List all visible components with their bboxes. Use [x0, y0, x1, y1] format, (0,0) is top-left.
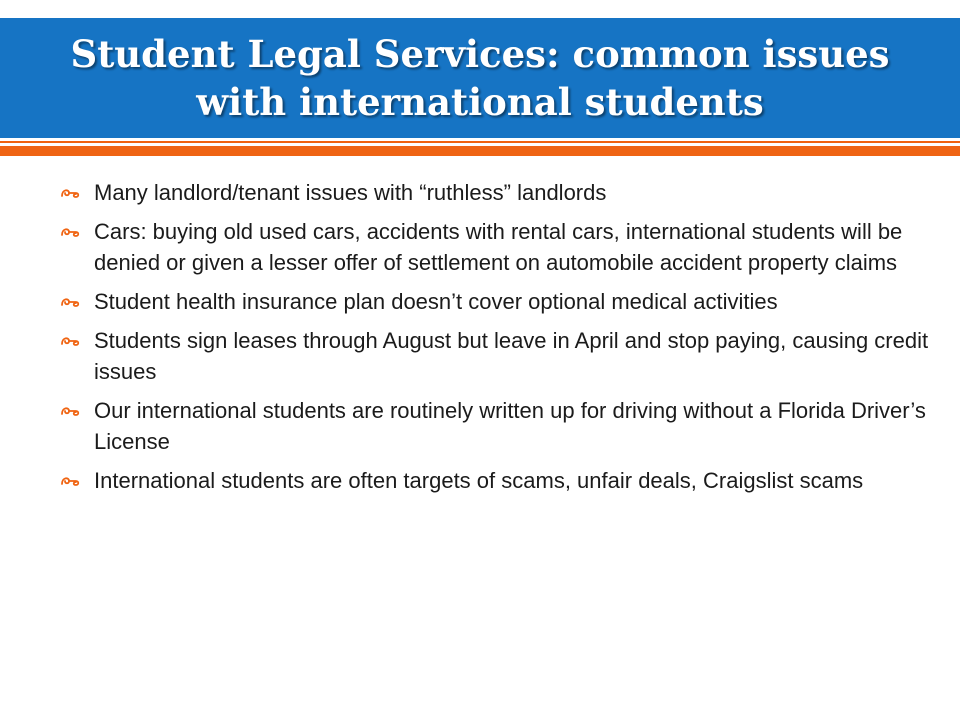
accent-rule-thin — [0, 141, 960, 143]
scroll-bullet-icon — [60, 286, 94, 317]
scroll-bullet-icon — [60, 465, 94, 496]
bullet-text: Student health insurance plan doesn’t cover optional medical activities — [94, 289, 778, 314]
bullet-text: Many landlord/tenant issues with “ruthless” landlords — [94, 180, 607, 205]
bullet-item — [60, 325, 940, 387]
bullet-text: Students sign leases through August but leave in April and stop paying, causing credit issues — [94, 328, 929, 384]
scroll-bullet-icon — [60, 325, 94, 356]
bullet-item — [60, 286, 940, 317]
slide-title: Student Legal Services: common issues with international students — [70, 32, 890, 124]
accent-rule-thick — [0, 146, 960, 156]
scroll-bullet-icon — [60, 395, 94, 426]
bullet-list — [60, 177, 940, 504]
bullet-item — [60, 177, 940, 208]
bullet-text: Cars: buying old used cars, accidents with rental cars, international students will be denied or given a lesser offer of settlement on automobile accident property claims — [94, 219, 903, 275]
scroll-bullet-icon — [60, 177, 94, 208]
bullet-item — [60, 465, 940, 496]
bullet-text: Our international students are routinely written up for driving without a Florida Driver’s License — [94, 398, 926, 454]
bullet-item — [60, 216, 940, 278]
scroll-bullet-icon — [60, 216, 94, 247]
bullet-item — [60, 395, 940, 457]
title-bar — [0, 18, 960, 138]
bullet-text: International students are often targets of scams, unfair deals, Craigslist scams — [94, 468, 864, 493]
